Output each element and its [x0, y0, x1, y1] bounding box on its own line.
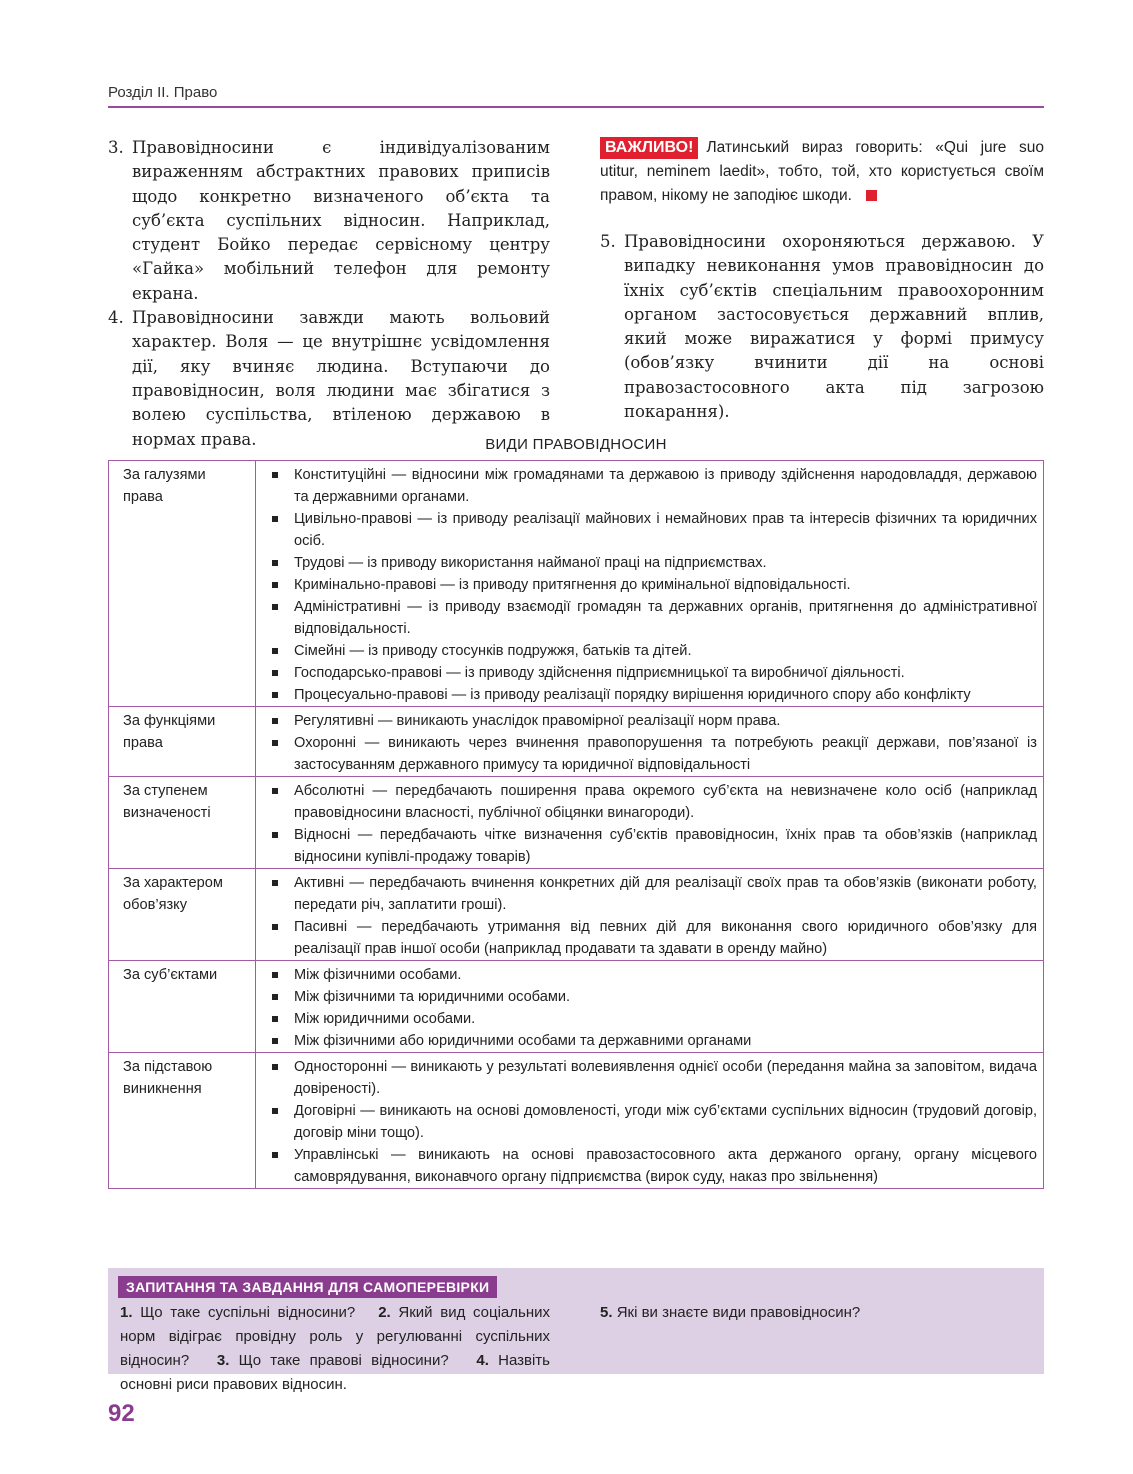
- bullet-text: Управлінські — виникають на основі правозастосовного акта держаного органу, органу місцевого самоврядування, виконавчого органу підприємства (вирок суду, наказ про звільнення): [294, 1147, 1037, 1185]
- important-text: Латинський вираз говорить: «Qui jure suo utitur, neminem laedit», тобто, той, хто користується своїм правом, нікому не заподіює шкоди.: [600, 139, 1044, 204]
- question-number: 2.: [378, 1304, 391, 1321]
- end-marker-icon: [866, 190, 877, 201]
- question-text: Які ви знаєте види правовідносин?: [616, 1304, 861, 1321]
- square-bullet-icon: [270, 1056, 294, 1100]
- question-text: Який вид соціальних норм відіграє провідну роль у регулюванні суспільних відносин?: [120, 1304, 550, 1369]
- square-bullet-icon: [270, 964, 294, 986]
- square-bullet-icon: [270, 916, 294, 960]
- square-bullet-icon: [270, 824, 294, 868]
- table-row: [109, 777, 1044, 869]
- bullet-text: Цивільно-правові — із приводу реалізації майнових і немайнових прав та інтересів фізичних та юридичних осіб.: [294, 511, 1037, 549]
- question-number: 1.: [120, 1304, 133, 1321]
- bullet-item: [270, 824, 1037, 868]
- question-text: Назвіть основні риси правових відносин.: [120, 1352, 550, 1393]
- bullet-text: Між фізичними та юридичними особами.: [294, 989, 571, 1005]
- table-row: [109, 707, 1044, 777]
- question-number: 3.: [216, 1352, 230, 1369]
- bullet-text: Конституційні — відносини між громадянами та державою із приводу здійснення народовладдя, державою та державними органами.: [294, 467, 1037, 505]
- bullet-text: Регулятивні — виникають унаслідок правомірної реалізації норм права.: [294, 713, 781, 729]
- bullet-text: Односторонні — виникають у результаті волевиявлення однієї особи (передання майна за заповітом, видача довіреності).: [294, 1059, 1037, 1097]
- square-bullet-icon: [270, 1008, 294, 1030]
- square-bullet-icon: [270, 986, 294, 1008]
- square-bullet-icon: [270, 508, 294, 552]
- bullet-item: [270, 662, 1037, 684]
- bullet-text: Між юридичними особами.: [294, 1011, 476, 1027]
- question-text: Що таке суспільні відносини?: [140, 1304, 356, 1321]
- square-bullet-icon: [270, 684, 294, 706]
- square-bullet-icon: [270, 1030, 294, 1052]
- square-bullet-icon: [270, 640, 294, 662]
- bullet-item: [270, 916, 1037, 960]
- square-bullet-icon: [270, 780, 294, 824]
- item-number: 4.: [108, 308, 124, 328]
- bullet-item: [270, 1008, 1037, 1030]
- square-bullet-icon: [270, 464, 294, 508]
- items-cell: [256, 961, 1044, 1053]
- square-bullet-icon: [270, 710, 294, 732]
- bullet-text: Господарсько-правові — із приводу здійснення підприємницької та виробничої діяльності.: [294, 665, 905, 681]
- bullet-text: Процесуально-правові — із приводу реалізації порядку вирішення юридичного спору або конфлікту: [294, 687, 971, 703]
- square-bullet-icon: [270, 1100, 294, 1144]
- table-row: [109, 1053, 1044, 1189]
- category-cell: За ступенем визначеності: [109, 777, 256, 869]
- square-bullet-icon: [270, 1144, 294, 1188]
- bullet-text: Трудові — із приводу використання найманої праці на підприємствах.: [294, 555, 767, 571]
- self-check-panel: [108, 1268, 1044, 1393]
- table-title: ВИДИ ПРАВОВІДНОСИН: [485, 436, 667, 453]
- bullet-item: [270, 596, 1037, 640]
- bullet-item: [270, 684, 1037, 706]
- square-bullet-icon: [270, 596, 294, 640]
- square-bullet-icon: [270, 662, 294, 684]
- header-divider: [108, 106, 1044, 108]
- important-note: [600, 136, 1044, 208]
- table-row: [109, 461, 1044, 707]
- bullet-text: Відносні — передбачають чітке визначення суб’єктів правовідносин, їхніх прав та обов’язків (наприклад відносини купівлі-продажу товарів): [294, 827, 1037, 865]
- item-text: Правовідносини завжди мають вольовий характер. Воля — це внутрішнє усвідомлення дії, яку вчиняє людина. Вступаючи до правовідносин, воля людини має збігатися з волею суспільства, втіленою державою в нормах права.: [132, 308, 550, 449]
- bullet-item: [270, 1100, 1037, 1144]
- square-bullet-icon: [270, 872, 294, 916]
- list-item: [108, 136, 550, 306]
- items-cell: [256, 461, 1044, 707]
- bullet-item: [270, 574, 1037, 596]
- bullet-item: [270, 640, 1037, 662]
- bullet-text: Охоронні — виникають через вчинення правопорушення та потребують реакції держави, пов’язаної із застосуванням державного примусу та юридичної відповідальності: [294, 735, 1037, 773]
- questions-col-left: [120, 1301, 550, 1397]
- square-bullet-icon: [270, 732, 294, 776]
- bullet-text: Адміністративні — із приводу взаємодії громадян та державних органів, притягнення до адміністративної відповідальності.: [294, 599, 1037, 637]
- questions-col-right: [600, 1301, 1032, 1325]
- square-bullet-icon: [270, 552, 294, 574]
- bullet-text: Сімейні — із приводу стосунків подружжя, батьків та дітей.: [294, 643, 692, 659]
- bullet-item: [270, 1030, 1037, 1052]
- bullet-item: [270, 780, 1037, 824]
- items-cell: [256, 707, 1044, 777]
- category-cell: За функціями права: [109, 707, 256, 777]
- items-cell: [256, 1053, 1044, 1189]
- item-text: Правовідносини охороняються державою. У випадку невиконання умов правовідносин до їхніх суб’єктів спеціальним правоохоронним органом застосовується державний вплив, який може виражатися у формі примусу (обов’язку вчинити дії на основі правозастосовного акта під загрозою покарання).: [624, 232, 1044, 422]
- category-cell: За суб’єктами: [109, 961, 256, 1053]
- bullet-item: [270, 508, 1037, 552]
- item-text: Правовідносини є індивідуалізованим вираженням абстрактних правових приписів щодо конкретно визначеного об’єкта та суб’єкта суспільних відносин. Наприклад, студент Бойко передає сервісному центру «Гайка» мобільний телефон для ремонту екрана.: [132, 138, 550, 303]
- category-cell: За характером обов’язку: [109, 869, 256, 961]
- list-item: [108, 306, 550, 452]
- item-number: 5.: [600, 232, 616, 251]
- bullet-text: Абсолютні — передбачають поширення права окремого суб’єкта на невизначене коло осіб (наприклад правовідносини власності, публічної обіцянки винагороди).: [294, 783, 1037, 821]
- bullet-item: [270, 986, 1037, 1008]
- bullet-item: [270, 1056, 1037, 1100]
- right-column: [600, 136, 1044, 424]
- table-row: [109, 961, 1044, 1053]
- table-row: [109, 869, 1044, 961]
- category-cell: За галузями права: [109, 461, 256, 707]
- bullet-item: [270, 1144, 1037, 1188]
- types-table: [108, 460, 1044, 1189]
- question-number: 5.: [600, 1304, 613, 1321]
- category-cell: За підставою виникнення: [109, 1053, 256, 1189]
- bullet-item: [270, 464, 1037, 508]
- section-title: Розділ II. Право: [108, 84, 218, 101]
- items-cell: [256, 869, 1044, 961]
- question-text: Що таке правові відносини?: [238, 1352, 449, 1369]
- self-check-title: ЗАПИТАННЯ ТА ЗАВДАННЯ ДЛЯ САМОПЕРЕВІРКИ: [118, 1276, 497, 1298]
- list-item: [600, 230, 1044, 424]
- items-cell: [256, 777, 1044, 869]
- bullet-item: [270, 732, 1037, 776]
- page-number: 92: [108, 1400, 135, 1427]
- bullet-item: [270, 872, 1037, 916]
- bullet-item: [270, 710, 1037, 732]
- bullet-item: [270, 964, 1037, 986]
- bullet-text: Між фізичними особами.: [294, 967, 462, 983]
- bullet-text: Активні — передбачають вчинення конкретних дій для реалізації своїх прав та обов’язків (виконати роботу, передати річ, заплатити гроші).: [294, 875, 1037, 913]
- bullet-text: Кримінально-правові — із приводу притягнення до кримінальної відповідальності.: [294, 577, 851, 593]
- left-column: [108, 136, 550, 452]
- bullet-item: [270, 552, 1037, 574]
- question-number: 4.: [476, 1352, 489, 1369]
- item-number: 3.: [108, 138, 124, 157]
- important-badge: ВАЖЛИВО!: [600, 137, 698, 159]
- square-bullet-icon: [270, 574, 294, 596]
- bullet-text: Пасивні — передбачають утримання від певних дій для виконання свого юридичного обов’язку для реалізації прав іншої особи (наприклад продавати та здавати в оренду майно): [294, 919, 1037, 957]
- bullet-text: Договірні — виникають на основі домовленості, угоди між суб’єктами суспільних відносин (трудовий договір, договір міни тощо).: [294, 1103, 1037, 1141]
- bullet-text: Між фізичними або юридичними особами та державними органами: [294, 1033, 752, 1049]
